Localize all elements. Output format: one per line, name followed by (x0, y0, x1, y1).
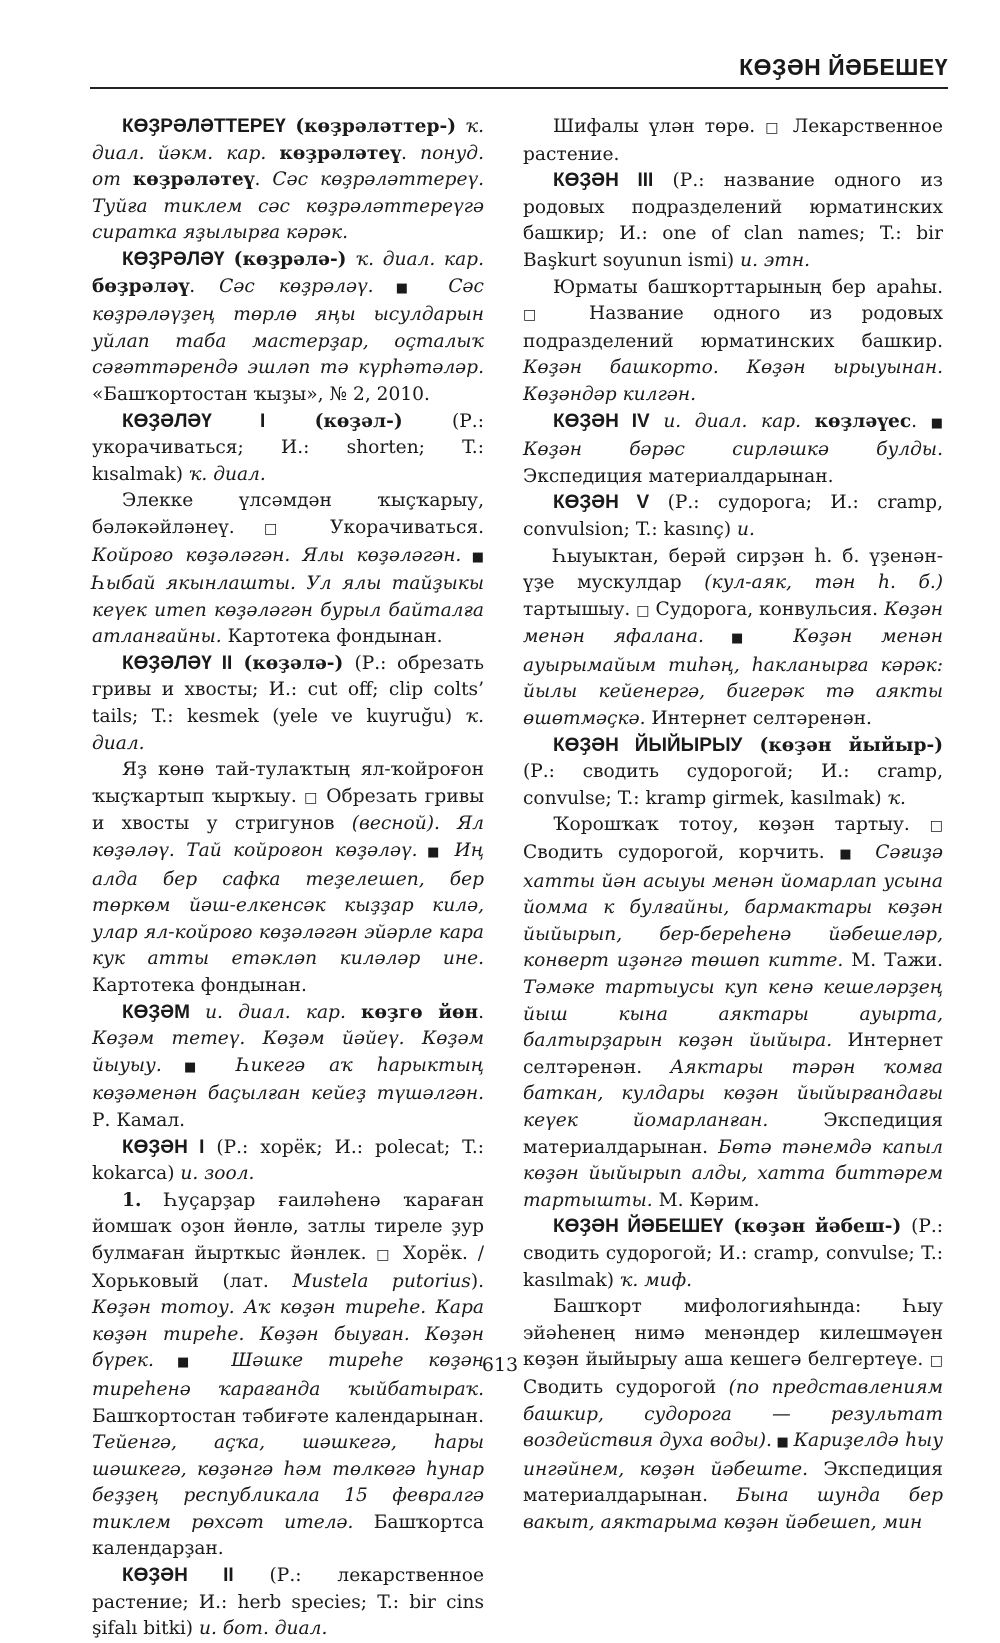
text-run: □ (929, 1353, 943, 1370)
text-run: □ (929, 818, 943, 835)
text-run: и. этн. (740, 249, 811, 271)
text-run: и. диал. кар. (205, 1001, 346, 1023)
text-run: көҙрәләттер- (304, 116, 448, 137)
text-run: Тейенгә, аҫҡа, шәшкегә, һары шәшкегә, көҙәнгә һәм төлкөгә һунар беҙҙең республикала 15 февралгә тиклем рөхсәт ителә. (92, 1432, 484, 1533)
text-run: (Р.: хорёк; И.: polecat; T.: kokarca) (92, 1136, 485, 1185)
text-run: Юрматы башҡорттарының бер араһы. (553, 276, 943, 298)
text-run: Көҙән менән яфалана. (523, 598, 943, 648)
dictionary-paragraph (523, 1294, 943, 1536)
headword: КӨҘӘН III (553, 170, 654, 192)
headword: КӨҘӘН IV (553, 410, 650, 432)
text-run: (Р.: укорачиваться; И.: shorten; T.: kısalmak) (92, 410, 484, 485)
dictionary-paragraph (523, 114, 943, 168)
text-run: (көҙәл-) (265, 410, 453, 432)
text-run: ( (285, 116, 305, 137)
text-run: Яҙ көнө тай-тулаҡтың ял-ҡойроғон ҡыҫҡартып ҡырҡыу. (92, 759, 484, 807)
text-run: Сводить судорогой, корчить. (523, 842, 840, 864)
text-run: көҙләүес (814, 410, 912, 432)
text-run: Интернет селтәренән. (523, 1030, 943, 1078)
text-run: (көҙәлә-) (232, 652, 355, 674)
text-run: □ (376, 1246, 394, 1263)
text-run: □ (523, 307, 560, 324)
dictionary-paragraph (523, 168, 943, 274)
dictionary-paragraph (92, 1563, 484, 1643)
headword: КӨҘРӘЛӘТТЕРЕҮ (122, 116, 286, 137)
text-run: ■ (461, 549, 485, 565)
text-run: бөҙрәләү (92, 275, 190, 297)
headword: КӨҘӘЛӘҮ I (122, 410, 266, 432)
text-run: Сәс көҙрәләү. (219, 275, 374, 297)
text-run: и. бот. диал. (198, 1618, 328, 1640)
text-run: (көҙән йыйыр-) (742, 734, 943, 756)
text-run: . (401, 142, 421, 164)
text-run: көҙрәләтеү (279, 142, 402, 164)
text-run: Койроғо көҙәләгән. Ялы көҙәләгән. (92, 544, 462, 566)
text-run (190, 1002, 205, 1023)
text-run: Ҡорошҡаҡ тотоу, көҙән тартыу. (553, 814, 930, 836)
text-run: Көҙән менән ауырымайым тиһәң, һакланырға кәрәк: йылы кейенергә, бигерәк тә аякты өшөтмәҫкә. (523, 626, 943, 730)
text-run: (Р.: сводить судорогой; И.: cramp, convulse; T.: kasılmak) (523, 1216, 944, 1291)
headword: КӨҘРӘЛӘҮ (122, 248, 225, 270)
text-run: тартышыу. (523, 598, 637, 620)
text-run: (Р.: название одного из родовых подразделений юрматинских башкир; И.: one of clan names; T.: bir Başkurt soyunun ismi) (523, 170, 943, 271)
text-run: . (254, 169, 273, 191)
text-run: Башҡорт мифологияһында: Һыу эйәһенең нимә менәндер килешмәүен көҙән йыйырыу аша кешегә белгертеүе. (523, 1296, 943, 1371)
headword: КӨҘӘЛӘҮ II (122, 652, 233, 674)
text-run: . (911, 410, 931, 432)
text-run: Интернет селтәренән. (645, 708, 872, 730)
dictionary-paragraph (92, 651, 484, 757)
text-run: «Башҡортостан ҡыҙы», № 2, 2010. (92, 383, 430, 405)
text-run: (көҙән йәбеш-) (723, 1216, 912, 1238)
text-run: ) (447, 116, 466, 137)
left-column (92, 114, 484, 1643)
text-run: Название одного из родовых подразделений юрматинских башкир. (523, 303, 943, 352)
text-run: Шифалы үлән төрө. (553, 116, 766, 137)
text-run: (Р.: судорога; И.: cramp, convulsion; T.: kasınç) (523, 492, 943, 540)
dictionary-paragraph (92, 488, 484, 651)
text-run: (по представлениям башкир, судорога — результат воздействия духа воды). (523, 1376, 943, 1452)
headword: КӨҘӘН II (122, 1565, 234, 1587)
text-run: и. зоол. (180, 1163, 255, 1185)
text-run: ■ (930, 415, 943, 431)
text-run: ■ (417, 845, 455, 861)
text-run: (Р.: обрезать гривы и хвосты; И.: cut off; clip colts’ tails; T.: kesmek (yele ve kuyruğu) (92, 652, 484, 728)
text-run: Сводить судорогой (523, 1376, 729, 1398)
text-run: ■ (153, 1355, 232, 1371)
text-run: ҡ. диал. йәкм. кар. (92, 116, 484, 164)
text-run: 1. (122, 1189, 142, 1211)
text-run (121, 169, 133, 190)
text-run (801, 411, 815, 432)
text-run: көҙрәләтеү (132, 169, 255, 191)
text-run: көҙгө йөн (361, 1001, 479, 1023)
text-run: и. диал. кар. (663, 410, 801, 432)
text-run: ■ (703, 631, 794, 647)
text-run: Элекке үлсәмдән ҡыҫҡарыу, бәләкәйләнеү. (92, 490, 484, 538)
dictionary-paragraph (92, 114, 484, 247)
text-run: ҡ. диал. (92, 706, 484, 754)
dictionary-paragraph (523, 733, 943, 813)
text-run: Сәс көҙрәләттереү. Туйға тиклем сәс көҙрәләттереүгә сиратка яҙылырға кәрәк. (92, 169, 484, 244)
headword: КӨҘӘМ (122, 1001, 190, 1023)
text-run: (Р.: лекарственное растение; И.: herb species; T.: bir cins şifalı bitki) (92, 1565, 484, 1640)
text-run: Лекарственное растение. (523, 116, 944, 165)
headword: КӨҘӘН ЙӘБЕШЕҮ (553, 1216, 724, 1238)
text-run: Укорачиваться. (300, 516, 484, 538)
text-run: Сәс көҙрәләүҙең төрлө яңы ысулдарын уйлап таба мастерҙар, оҫталыҡ сәғәттәрендә эшләп тә күрһәтәләр. (92, 275, 484, 379)
text-run: Судорога, конвульсия. (649, 598, 885, 620)
text-run: Һикегә аҡ һарыктың көҙәменән баҫылған кейеҙ түшәлгән. (92, 1054, 484, 1105)
headword: КӨҘӘН V (553, 492, 650, 514)
dictionary-paragraph (523, 490, 943, 543)
text-run: ҡ. (887, 787, 906, 809)
text-run: (весной). Ял көҙәләү. Тай койроғон көҙәләү. (92, 813, 484, 862)
text-run: Бөтә тәнемдә капыл көҙән йыйырып алды, хатта биттәрем тартышты. (523, 1136, 943, 1211)
text-run: □ (636, 602, 650, 619)
text-run: и. (737, 518, 755, 540)
text-run (346, 1002, 361, 1023)
text-run: □ (304, 789, 319, 806)
text-run: понуд. от (92, 142, 484, 191)
text-run: Көҙән тотоу. Аҡ көҙән тиреһе. Кара көҙән тиреһе. Көҙән быуған. Көҙән бүрек. (92, 1297, 484, 1372)
text-run: Шәшке тиреһе көҙән тиреһенә ҡарағанда ҡыйбатыраҡ. (92, 1350, 484, 1400)
text-run: Көҙән башкорто. Көҙән ырыуынан. Көҙәндәр килгән. (523, 357, 943, 405)
text-run: Кариҙелдә һыу ингәйнем, көҙән йәбеште. (523, 1430, 943, 1480)
text-run: Mustela putorius (292, 1270, 471, 1292)
text-run: ■ (373, 280, 449, 296)
text-run: Экспедиция материалдарынан. (523, 1458, 943, 1507)
text-run: Картотека фондынан. (221, 626, 443, 648)
text-run: ҡ. миф. (619, 1269, 693, 1291)
text-run (650, 411, 664, 432)
text-run: (кул-аяк, тән һ. б.) (704, 572, 943, 594)
dictionary-paragraph (523, 544, 943, 733)
text-run: (көҙрәлә-) (224, 248, 356, 270)
text-run: Хорёк. / Хорьковый (лат. (92, 1242, 484, 1292)
text-run: (Р.: сводить судорогой; И.: cramp, convulse; T.: kramp girmek, kasılmak) (523, 761, 943, 809)
text-run: □ (264, 520, 301, 537)
page-number: 613 (481, 1354, 519, 1376)
text-run: Р. Камал. (92, 1109, 186, 1131)
running-head: КӨҘӘН ЙӘБЕШЕҮ (90, 54, 948, 89)
text-run: ). (470, 1270, 485, 1292)
right-column (523, 114, 943, 1536)
dictionary-paragraph (92, 757, 484, 999)
text-run: Башҡортостан тәбиғәте календарынан. (92, 1405, 484, 1427)
dictionary-paragraph (92, 409, 484, 489)
text-run (861, 842, 876, 863)
dictionary-paragraph (523, 1214, 943, 1294)
dictionary-paragraph (92, 1135, 484, 1188)
text-run: □ (765, 120, 783, 136)
text-run: Обрезать гривы и хвосты у стригунов (92, 785, 484, 835)
dictionary-paragraph (523, 275, 943, 409)
headword: КӨҘӘН ЙЫЙЫРЫУ (553, 734, 743, 756)
text-run: ҡ. диал. (188, 463, 266, 485)
dictionary-paragraph (92, 247, 484, 409)
text-run: ■ (771, 1435, 794, 1451)
text-run: Һыбай якынлашты. Ул ялы тайҙыкы кеүек итеп көҙәләгән бурыл байталға атланғайны. (92, 573, 484, 648)
text-run: Аяктары тәрән ҡомға баткан, кулдары көҙән йыйырғандағы кеүек йомарланған. (523, 1056, 943, 1131)
text-run: Картотека фондынан. (92, 975, 307, 996)
text-run (266, 143, 279, 164)
text-run: М. Кәрим. (652, 1189, 760, 1211)
text-run: Көҙән бәрәс сирләшкә булды. (523, 439, 943, 461)
dictionary-paragraph (523, 812, 943, 1214)
text-run: ■ (161, 1059, 237, 1075)
text-run: ҡ. диал. кар. (355, 248, 484, 270)
dictionary-paragraph (523, 409, 943, 491)
text-run: . (478, 1001, 484, 1023)
text-run: Иң алда бер сафка теҙелешеп, бер төркөм йәш-елкенсәк кыҙҙар килә, улар ял-койроғо көҙәләгән эйәрле кара кук атты етәкләп киләләр ине. (92, 840, 484, 970)
text-run: М. Тажи. (843, 950, 943, 972)
text-run: Экспедиция материалдарынан. (523, 1109, 943, 1158)
text-run: Башҡортса календарҙан. (92, 1511, 484, 1560)
text-run: Көҙәм тетеү. Көҙәм йәйеү. Көҙәм йыуыу. (92, 1028, 484, 1076)
text-run: . (189, 275, 220, 297)
text-run: Тәмәке тартыусы куп кенә кешеләрҙең йыш кына аяктары ауырта, балтырҙарын көҙән йыйыра. (523, 977, 943, 1052)
text-run: Экспедиция материалдарынан. (523, 465, 834, 487)
text-run: Сәғиҙә хатты йән асыуы менән йомарлап усына йомма к булғайны, бармактары көҙән йыйырып, бер-береһенә йәбешеләр, конверт иҙәнгә төшөп китте. (523, 842, 943, 972)
text-run: Һуҫарҙар ғаиләһенә ҡараған йомшаҡ оҙон йөнлө, затлы тиреле ҙур булмаған йырткыс йәнлек. (92, 1189, 484, 1264)
text-run: ■ (839, 847, 861, 863)
text-run: Һыуыктан, берәй сирҙән һ. б. үҙенән-үҙе мускулдар (523, 545, 943, 594)
text-run: Бына шунда бер вакыт, аяктарыма көҙән йәбешеп, мин (523, 1485, 943, 1533)
dictionary-paragraph (92, 1000, 484, 1135)
headword: КӨҘӘН I (122, 1136, 205, 1158)
